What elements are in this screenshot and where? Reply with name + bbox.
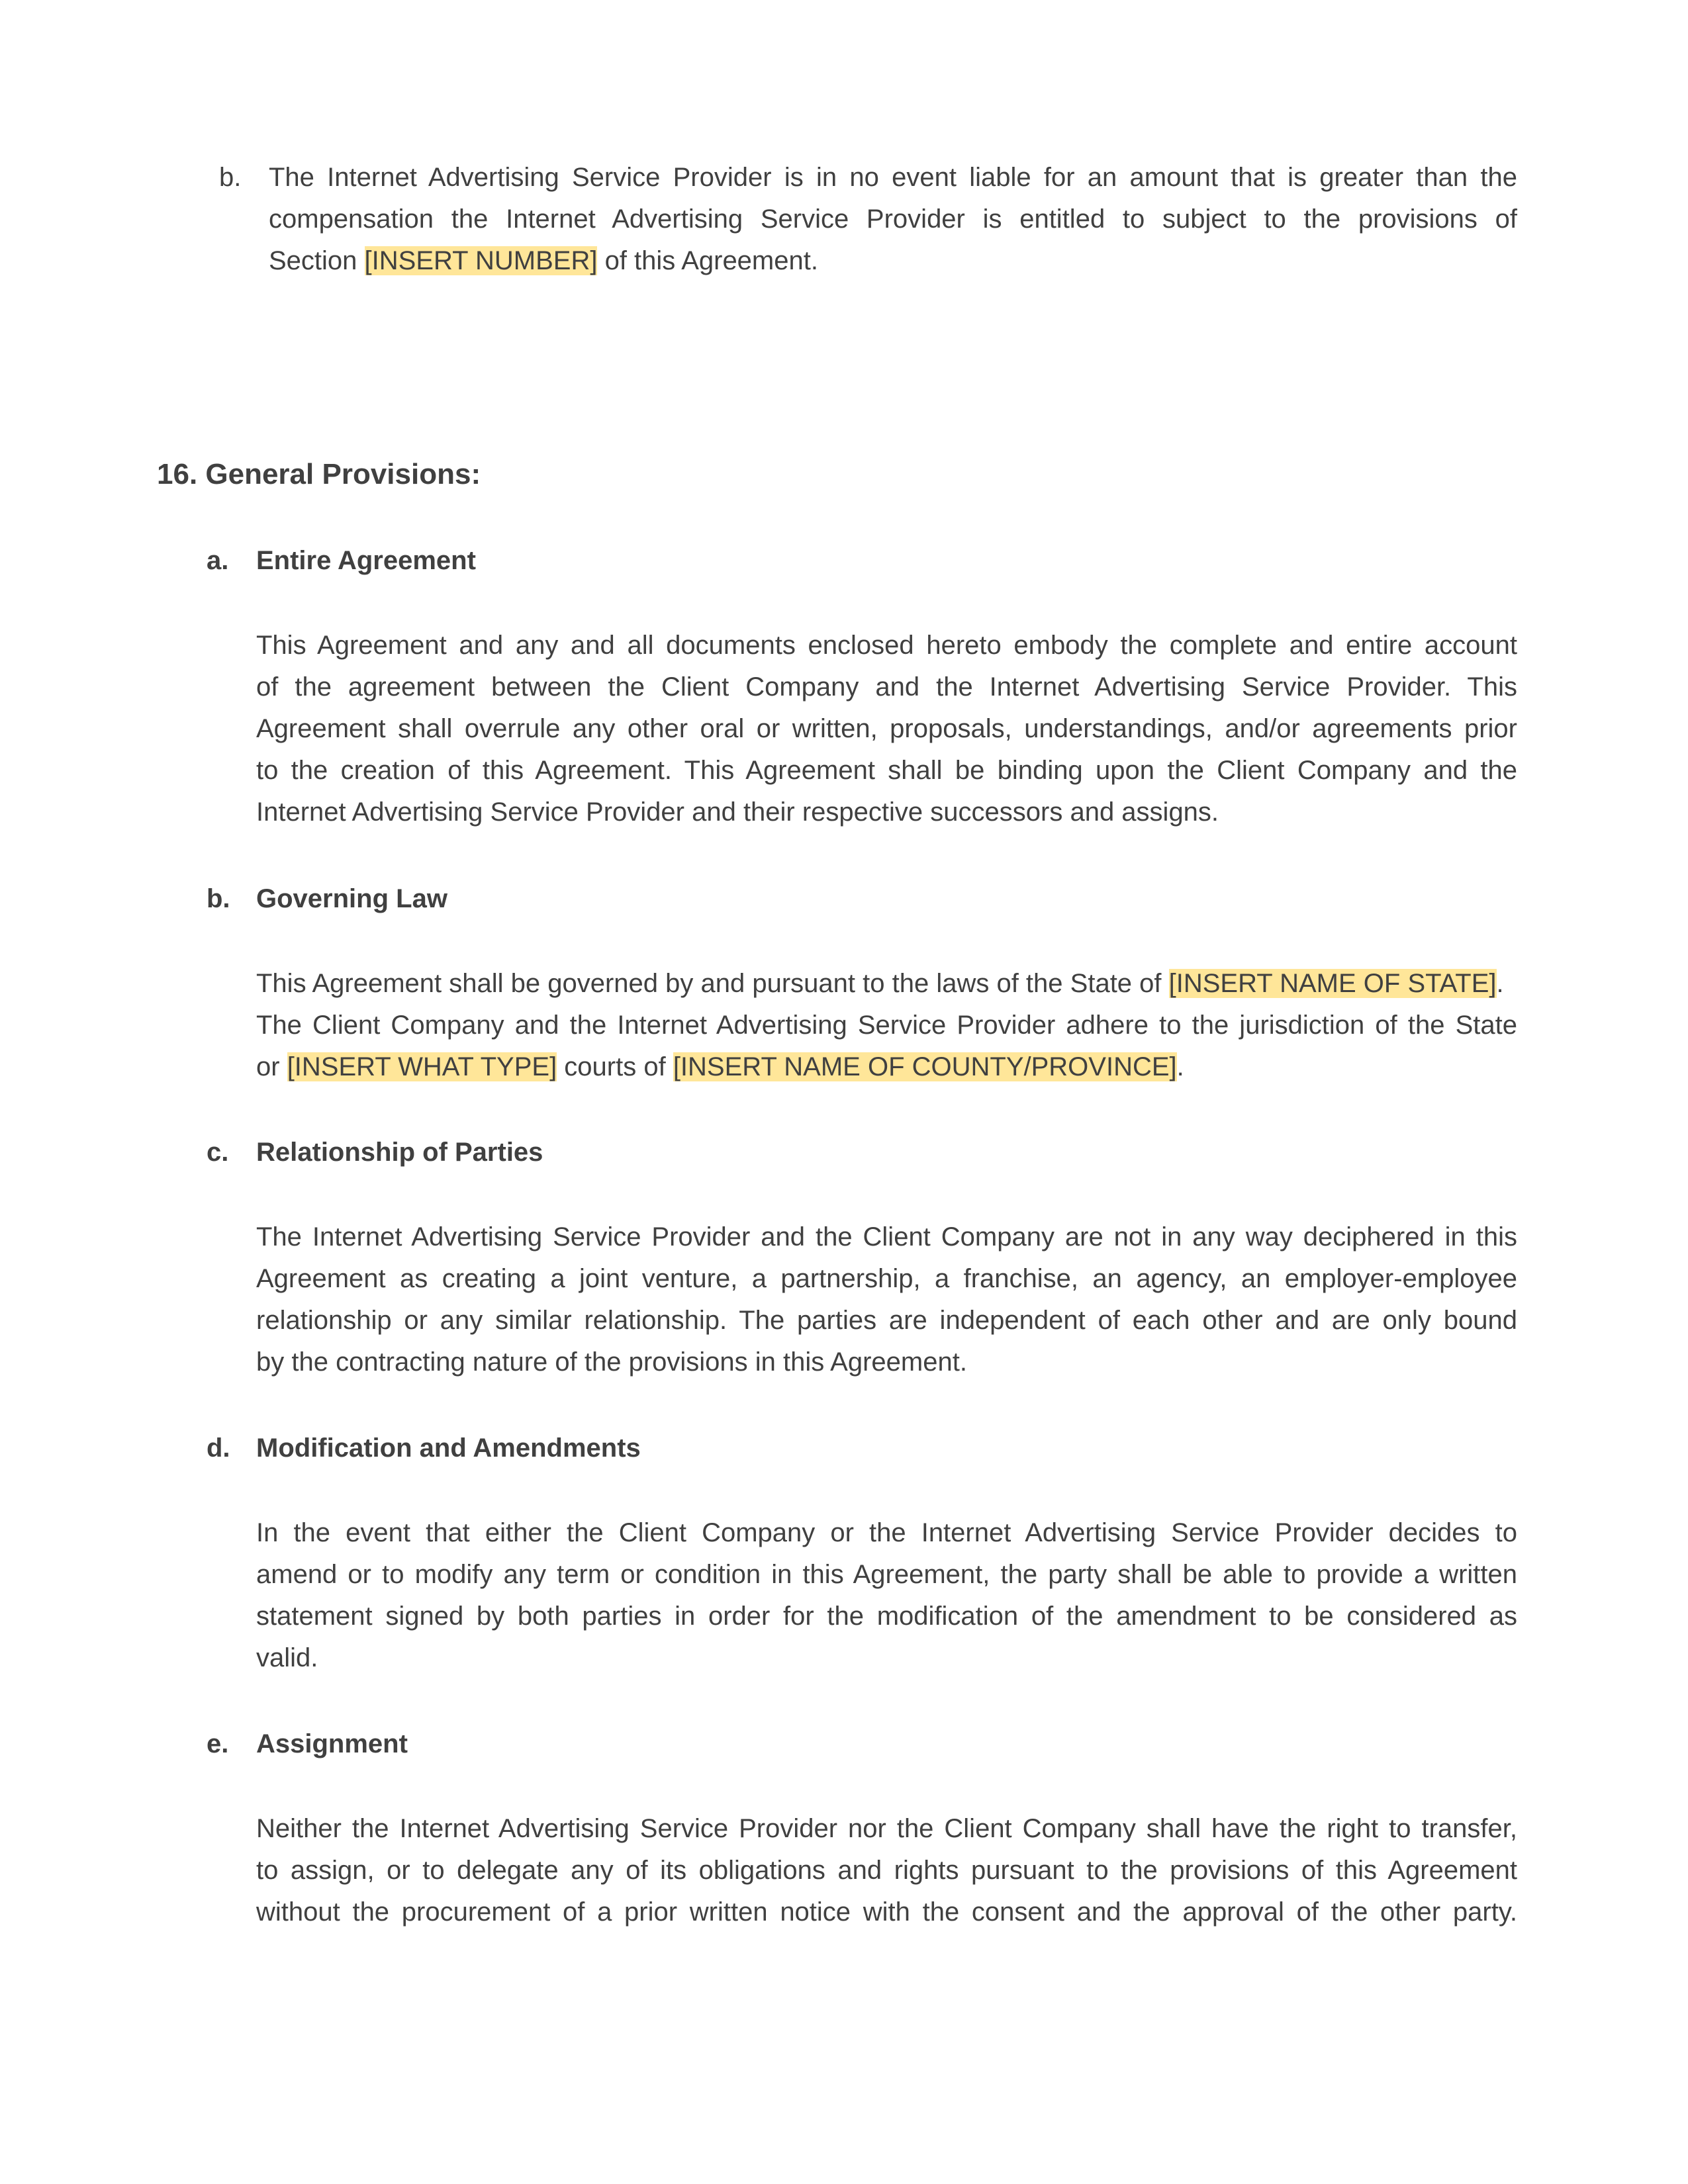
subsection-marker-b: b. [207,884,230,913]
paragraph-line [269,240,1517,282]
text-fragment: courts of [557,1052,673,1081]
placeholder-insert-state[interactable]: [INSERT NAME OF STATE] [1168,969,1497,998]
text-fragment: of this Agreement. [597,246,818,275]
assignment-paragraph [256,1808,1517,1933]
subsection-title-relationship: Relationship of Parties [256,1138,543,1167]
paragraph-line [256,963,1517,1005]
paragraph-line: relationship or any similar relationship. The parties are independent of each other and are only bound [256,1306,1517,1335]
subsection-marker-d: d. [207,1433,230,1463]
liability-limit-paragraph [269,157,1517,282]
paragraph-line: without the procurement of a prior written notice with the consent and the approval of the other party. [256,1897,1517,1927]
paragraph-line: In the event that either the Client Company or the Internet Advertising Service Provider decides to [256,1518,1517,1547]
entire-agreement-paragraph [256,625,1517,833]
paragraph-line: of the agreement between the Client Company and the Internet Advertising Service Provider. This [256,672,1517,702]
subsection-title-modification: Modification and Amendments [256,1433,641,1463]
paragraph-line: Internet Advertising Service Provider and their respective successors and assigns. [256,797,1219,827]
text-fragment: or [256,1052,287,1081]
paragraph-line: to the creation of this Agreement. This Agreement shall be binding upon the Client Company and the [256,756,1517,785]
paragraph-line: Neither the Internet Advertising Service Provider nor the Client Company shall have the right to transfer, [256,1814,1517,1843]
paragraph-line: by the contracting nature of the provisions in this Agreement. [256,1347,967,1377]
paragraph-line: The Client Company and the Internet Advertising Service Provider adhere to the jurisdiction of the State [256,1011,1517,1040]
paragraph-line: This Agreement and any and all documents enclosed hereto embody the complete and entire account [256,631,1517,660]
placeholder-insert-number[interactable]: [INSERT NUMBER] [364,246,598,275]
subsection-title-entire-agreement: Entire Agreement [256,546,476,575]
text-fragment: . [1496,969,1504,998]
paragraph-line: to assign, or to delegate any of its obligations and rights pursuant to the provisions of this Agreement [256,1856,1517,1885]
list-marker-b: b. [219,163,242,192]
subsection-title-governing-law: Governing Law [256,884,447,913]
paragraph-line: amend or to modify any term or condition in this Agreement, the party shall be able to provide a written [256,1560,1517,1589]
subsection-marker-e: e. [207,1729,229,1758]
paragraph-line: Agreement shall overrule any other oral or written, proposals, understandings, and/or agreements prior [256,714,1517,743]
section-heading: 16. General Provisions: [157,458,481,490]
text-fragment: This Agreement shall be governed by and pursuant to the laws of the State of [256,969,1169,998]
paragraph-line: Agreement as creating a joint venture, a partnership, a franchise, an agency, an employer-employee [256,1264,1517,1293]
paragraph-line: compensation the Internet Advertising Service Provider is entitled to subject to the provisions of [269,205,1517,234]
placeholder-insert-county[interactable]: [INSERT NAME OF COUNTY/PROVINCE] [673,1052,1177,1081]
modification-paragraph [256,1512,1517,1679]
subsection-marker-a: a. [207,546,229,575]
governing-law-paragraph [256,963,1517,1088]
subsection-marker-c: c. [207,1138,229,1167]
paragraph-line: The Internet Advertising Service Provider is in no event liable for an amount that is greater than the [269,163,1517,192]
paragraph-line: valid. [256,1643,318,1672]
text-fragment: Section [269,246,365,275]
paragraph-line: The Internet Advertising Service Provider and the Client Company are not in any way deciphered in this [256,1222,1517,1251]
paragraph-line [256,1046,1517,1088]
text-fragment: . [1176,1052,1184,1081]
paragraph-line: statement signed by both parties in order for the modification of the amendment to be considered as [256,1602,1517,1631]
subsection-title-assignment: Assignment [256,1729,408,1758]
relationship-paragraph [256,1216,1517,1383]
placeholder-insert-type[interactable]: [INSERT WHAT TYPE] [287,1052,557,1081]
